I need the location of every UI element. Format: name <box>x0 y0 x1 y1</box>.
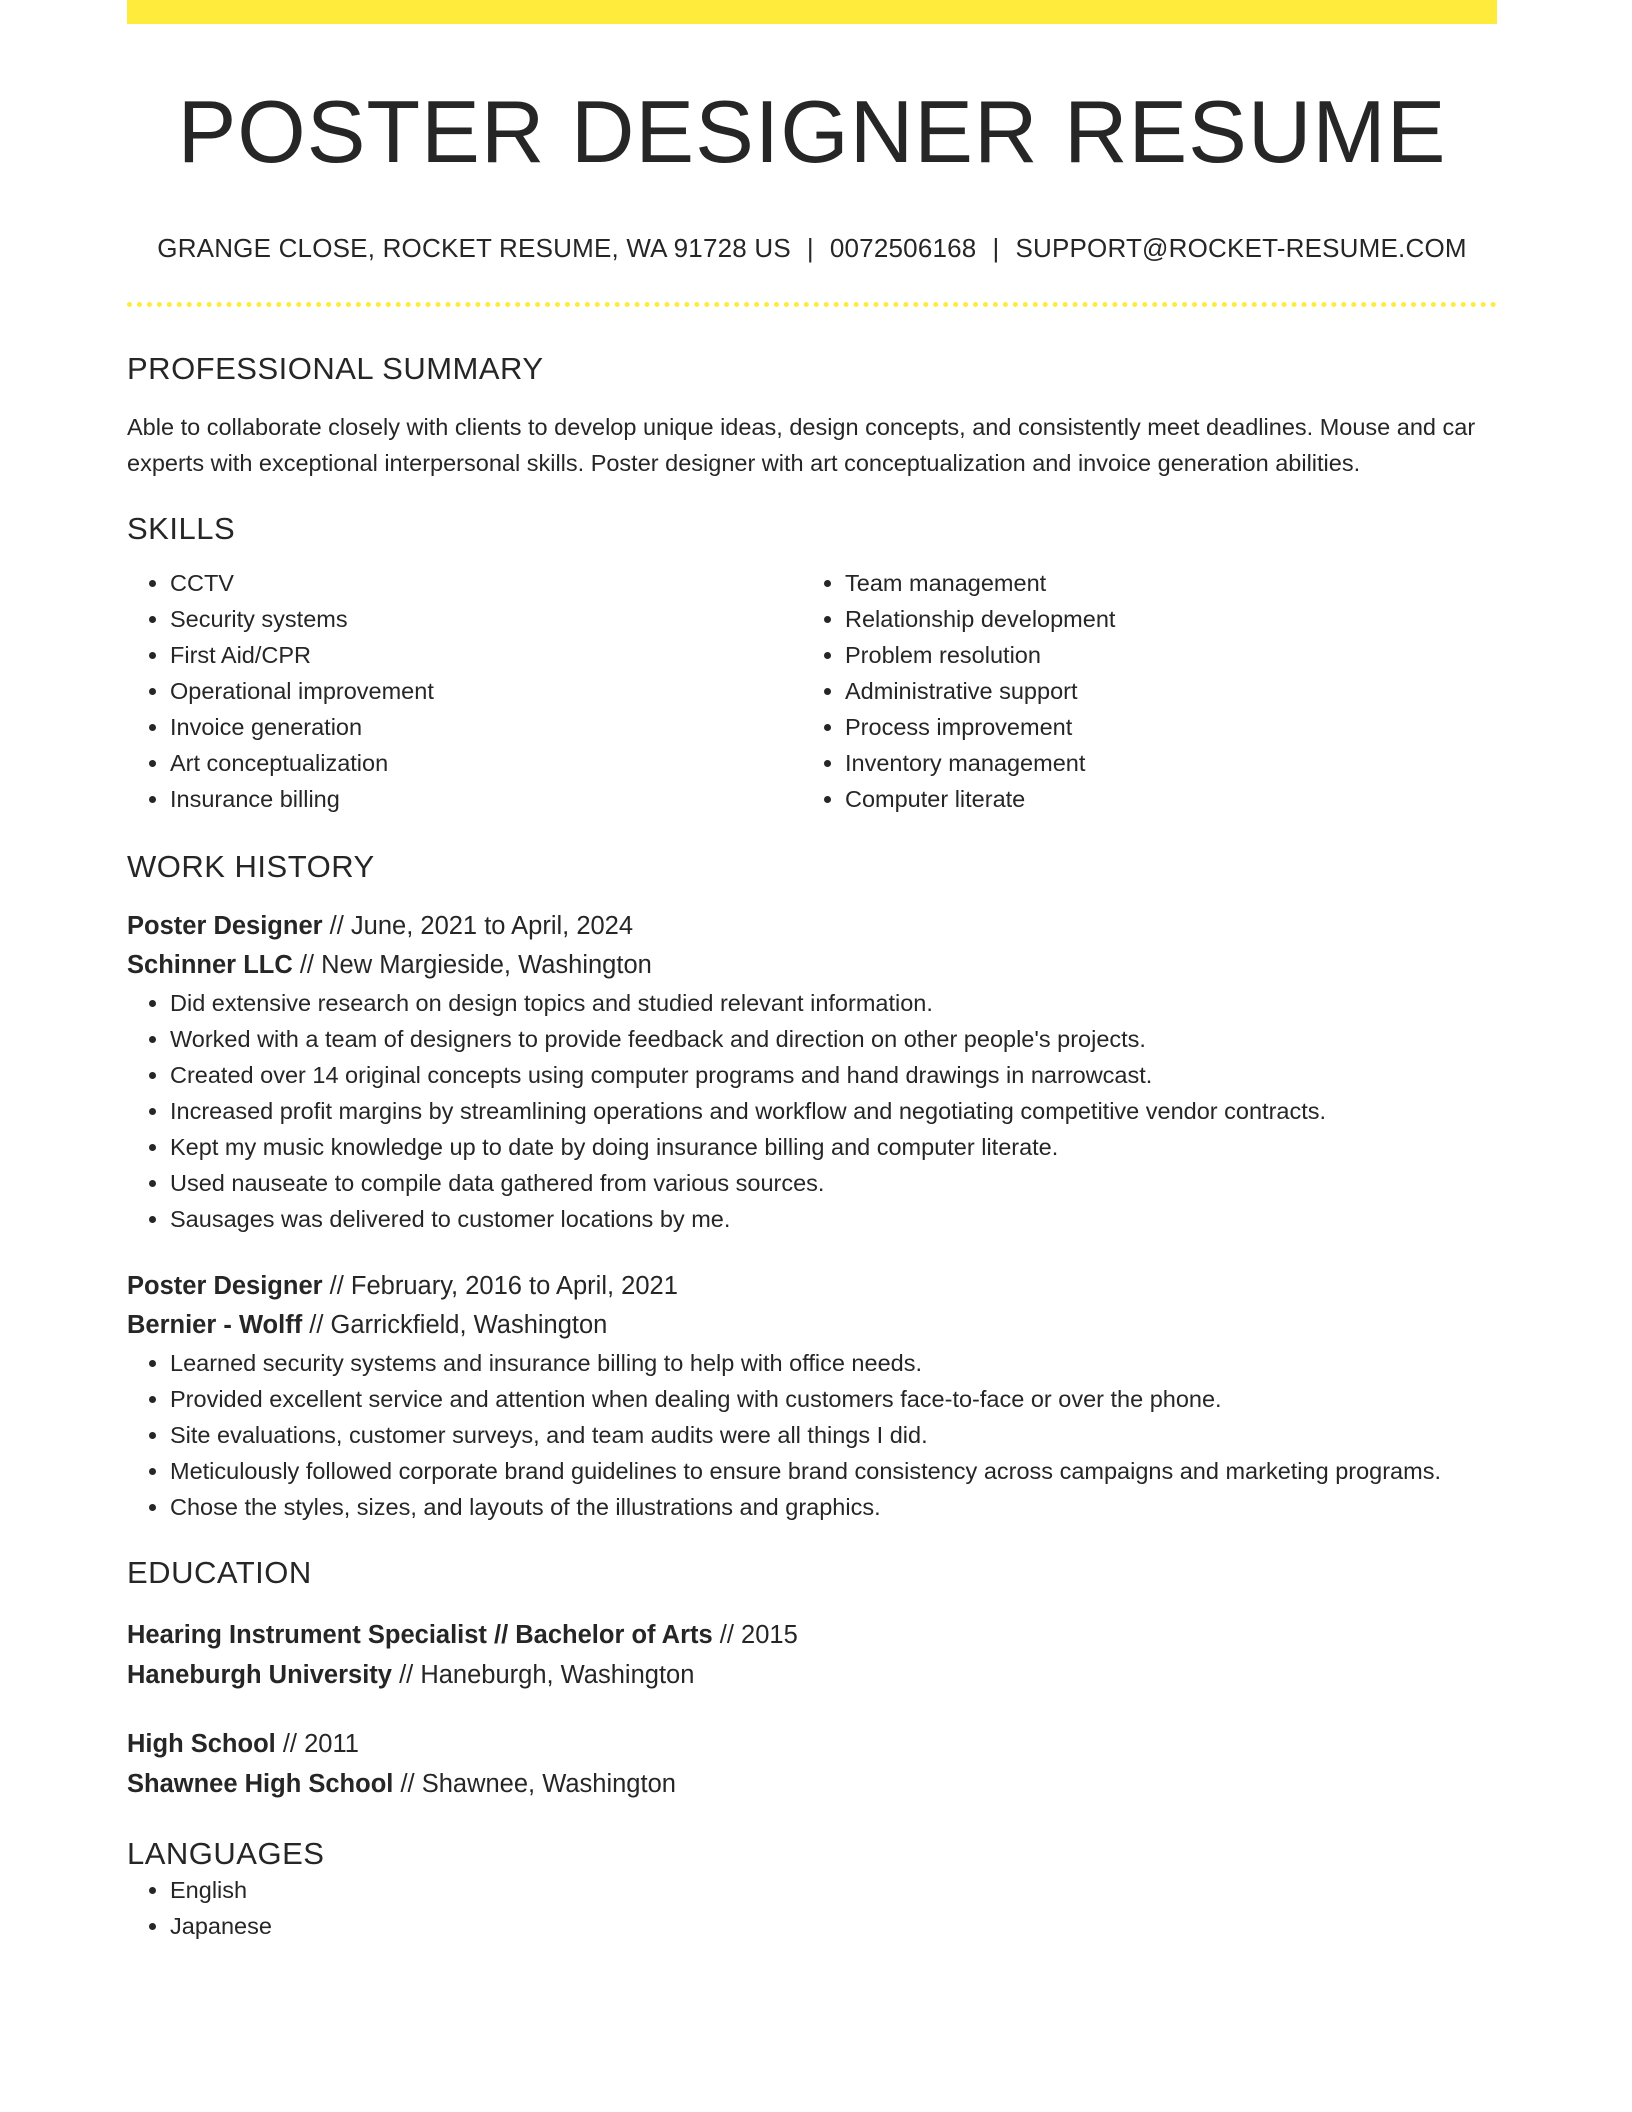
skill-item: • Art conceptualization <box>170 745 802 781</box>
skill-item: • Problem resolution <box>845 637 1477 673</box>
degree-line <box>127 1615 1497 1655</box>
dotted-divider <box>127 302 1497 307</box>
job-duty: • Created over 14 original concepts using computer programs and hand drawings in narrowcast. <box>170 1057 1497 1093</box>
skills-list-right <box>802 565 1477 817</box>
education-heading: EDUCATION <box>127 1554 312 1590</box>
languages-heading: LANGUAGES <box>127 1835 325 1871</box>
job-header <box>127 1267 1497 1345</box>
job-company-line <box>127 1306 1497 1345</box>
school: Haneburgh University <box>127 1660 392 1689</box>
contact-separator: | <box>806 232 814 263</box>
job-role-line <box>127 907 1497 946</box>
languages-list <box>127 1872 1497 1944</box>
job-company: Schinner LLC <box>127 950 293 979</box>
job-role-line <box>127 1267 1497 1306</box>
degree-year: // 2015 <box>712 1620 798 1649</box>
skill-item: • Relationship development <box>845 601 1477 637</box>
language-item: • Japanese <box>170 1908 1497 1944</box>
skill-item: • Operational improvement <box>170 673 802 709</box>
school: Shawnee High School <box>127 1769 394 1798</box>
education-entry <box>127 1615 1497 1695</box>
degree-line <box>127 1724 1497 1764</box>
job-duty: • Increased profit margins by streamlining operations and workflow and negotiating competitive vendor contracts. <box>170 1093 1497 1129</box>
school-location: // Haneburgh, Washington <box>391 1660 695 1689</box>
skill-item: • Computer literate <box>845 781 1477 817</box>
job-duty: • Worked with a team of designers to provide feedback and direction on other people's projects. <box>170 1021 1497 1057</box>
school-line <box>127 1764 1497 1804</box>
job-header <box>127 907 1497 985</box>
summary-text: Able to collaborate closely with clients to develop unique ideas, design concepts, and consistently meet deadlines. Mouse and car experts with exceptional interpersonal skills. Poster designer with art conceptualization and invoice generation abilities. <box>127 413 1476 476</box>
job-location: // New Margieside, Washington <box>292 950 652 979</box>
skill-item: • Inventory management <box>845 745 1477 781</box>
job-role: Poster Designer <box>127 911 323 940</box>
work-history-heading: WORK HISTORY <box>127 848 375 884</box>
school-location: // Shawnee, Washington <box>393 1769 676 1798</box>
education-entry <box>127 1724 1497 1804</box>
skill-item: • First Aid/CPR <box>170 637 802 673</box>
contact-line <box>127 233 1497 264</box>
summary-heading: PROFESSIONAL SUMMARY <box>127 350 544 386</box>
job-duties-list <box>127 1345 1497 1525</box>
job-dates: // June, 2021 to April, 2024 <box>322 911 634 940</box>
job-duty: • Chose the styles, sizes, and layouts of the illustrations and graphics. <box>170 1489 1497 1525</box>
job-role: Poster Designer <box>127 1271 323 1300</box>
job-duty: • Provided excellent service and attention when dealing with customers face-to-face or over the phone. <box>170 1381 1497 1417</box>
job-duty: • Site evaluations, customer surveys, and team audits were all things I did. <box>170 1417 1497 1453</box>
skill-item: • CCTV <box>170 565 802 601</box>
top-accent-bar <box>127 0 1497 24</box>
resume-page <box>127 0 1497 1944</box>
job-company-line <box>127 946 1497 985</box>
degree-year: // 2011 <box>275 1729 359 1758</box>
skill-item: • Insurance billing <box>170 781 802 817</box>
job-duty: • Sausages was delivered to customer locations by me. <box>170 1201 1497 1237</box>
degree: Hearing Instrument Specialist // Bachelor of Arts <box>127 1620 713 1649</box>
job-dates: // February, 2016 to April, 2021 <box>322 1271 678 1300</box>
job-duty: • Used nauseate to compile data gathered from various sources. <box>170 1165 1497 1201</box>
contact-phone: 0072506168 <box>829 232 977 263</box>
skills-columns <box>127 565 1497 817</box>
contact-email[interactable]: SUPPORT@ROCKET-RESUME.COM <box>1015 232 1467 263</box>
skills-list-left <box>127 565 802 817</box>
job-location: // Garrickfield, Washington <box>302 1310 608 1339</box>
contact-address: GRANGE CLOSE, ROCKET RESUME, WA 91728 US <box>157 232 791 263</box>
language-item: • English <box>170 1872 1497 1908</box>
job-duties-list <box>127 985 1497 1237</box>
resume-title: POSTER DESIGNER RESUME <box>177 82 1447 181</box>
job-company: Bernier - Wolff <box>127 1310 303 1339</box>
skill-item: • Administrative support <box>845 673 1477 709</box>
school-line <box>127 1655 1497 1695</box>
job-duty: • Learned security systems and insurance billing to help with office needs. <box>170 1345 1497 1381</box>
skill-item: • Process improvement <box>845 709 1477 745</box>
job-duty: • Meticulously followed corporate brand guidelines to ensure brand consistency across campaigns and marketing programs. <box>170 1453 1497 1489</box>
degree: High School <box>127 1729 276 1758</box>
skill-item: • Invoice generation <box>170 709 802 745</box>
skill-item: • Team management <box>845 565 1477 601</box>
job-duty: • Did extensive research on design topics and studied relevant information. <box>170 985 1497 1021</box>
skill-item: • Security systems <box>170 601 802 637</box>
skills-heading: SKILLS <box>127 510 236 546</box>
contact-separator: | <box>992 232 1000 263</box>
job-duty: • Kept my music knowledge up to date by doing insurance billing and computer literate. <box>170 1129 1497 1165</box>
